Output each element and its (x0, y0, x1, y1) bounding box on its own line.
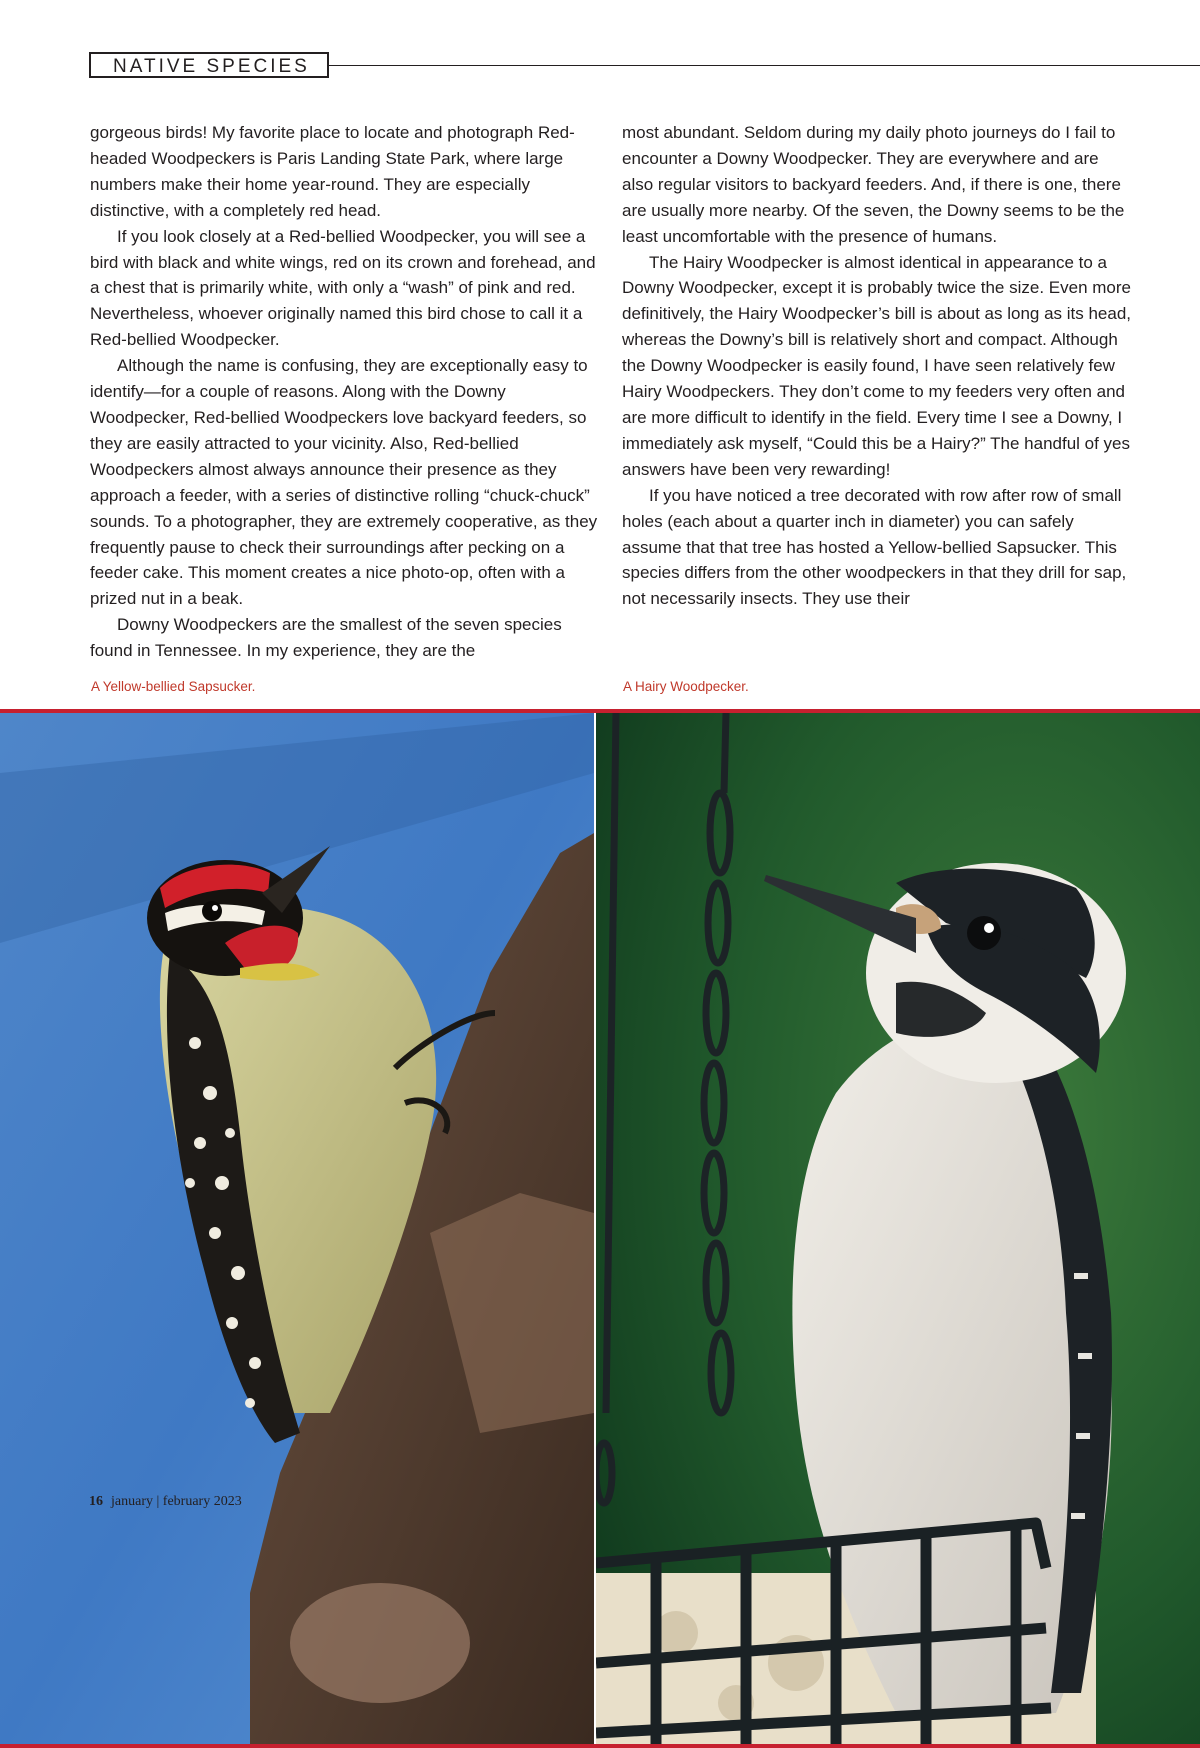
issue-date: january | february 2023 (111, 1494, 242, 1509)
photo-bottom-rule (0, 1744, 1200, 1748)
paragraph: If you have noticed a tree decorated with row after row of small holes (each about a quarter inch in diameter) you can safely assume that that tree has hosted a Yellow-bellied Sapsucker. This species differs from the other woodpeckers in that they drill for sap, not necessarily insects. They use their (622, 485, 1127, 609)
hairy-woodpecker-photo (596, 713, 1200, 1746)
paragraph: Although the name is confusing, they are exceptionally easy to identify—for a couple of reasons. Along with the Downy Woodpecker, Red-bellied Woodpeckers love backyard feeders, so they are easily attracted to your vicinity. Also, Red-bellied Woodpeckers almost always announce their presence as they approach a feeder, with a series of distinctive rolling “chuck-chuck” sounds. To a photographer, they are extremely cooperative, as they frequently pause to check their surroundings after pecking on a feeder cake. This moment creates a nice photo-op, often with a prized nut in a beak. (90, 356, 598, 609)
page-number: 16 (89, 1494, 103, 1509)
section-label (89, 52, 329, 78)
article-column-left (90, 120, 600, 664)
photo-caption-right: A Hairy Woodpecker. (623, 679, 749, 694)
article-column-right (622, 120, 1132, 612)
paragraph: Downy Woodpeckers are the smallest of the seven species found in Tennessee. In my experience, they are the (90, 615, 562, 661)
photo-caption-left: A Yellow-bellied Sapsucker. (91, 679, 256, 694)
paragraph: most abundant. Seldom during my daily photo journeys do I fail to encounter a Downy Woodpecker. They are everywhere and are also regular visitors to backyard feeders. And, if there is one, there are usually more nearby. Of the seven, the Downy seems to be the least uncomfortable with the presence of humans. (622, 123, 1125, 246)
paragraph: The Hairy Woodpecker is almost identical in appearance to a Downy Woodpecker, except it is probably twice the size. Even more definitively, the Hairy Woodpecker’s bill is about as long as its head, whereas the Downy’s bill is relatively short and compact. Although the Downy Woodpecker is easily found, I have seen relatively few Hairy Woodpeckers. They don’t come to my feeders very often and are more difficult to identify in the field. Every time I see a Downy, I immediately ask myself, “Could this be a Hairy?” The handful of yes answers have been very rewarding! (622, 252, 1132, 479)
page-footer (89, 1494, 242, 1510)
header-rule (329, 65, 1200, 66)
paragraph: If you look closely at a Red-bellied Woodpecker, you will see a bird with black and white wings, red on its crown and forehead, and a chest that is primarily white, with only a “wash” of pink and red. Nevertheless, whoever originally named this bird chose to call it a Red-bellied Woodpecker. (90, 226, 596, 350)
paragraph: gorgeous birds! My favorite place to locate and photograph Red-headed Woodpeckers is Paris Landing State Park, where large numbers make their home year-round. They are especially distinctive, with a completely red head. (90, 123, 575, 220)
sapsucker-photo (0, 713, 594, 1746)
section-label-text: NATIVE SPECIES (113, 56, 310, 77)
